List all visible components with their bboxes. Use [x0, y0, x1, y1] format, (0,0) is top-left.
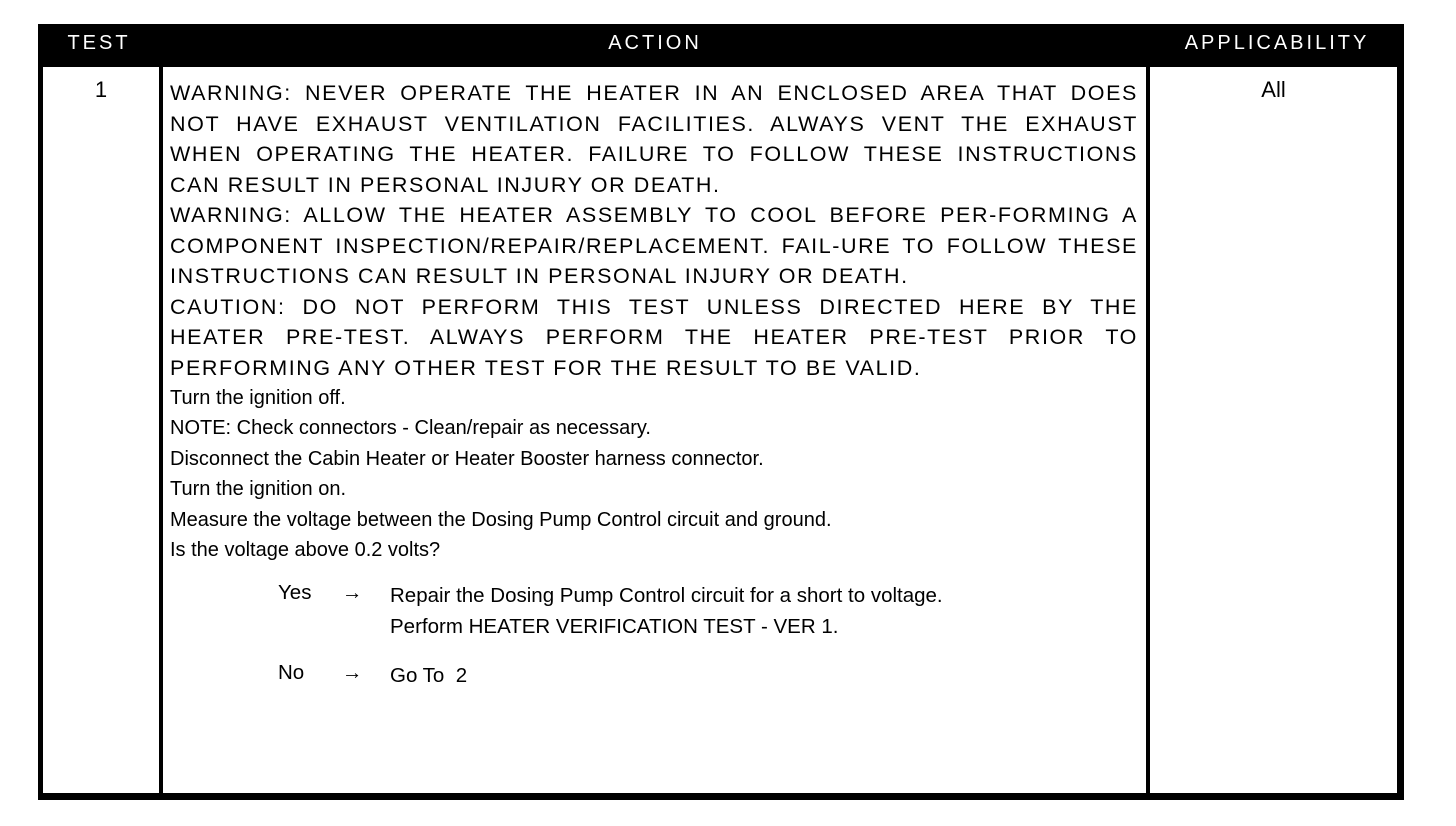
branch-yes	[170, 581, 1146, 643]
no-action-text: Go To 2	[390, 664, 468, 688]
yes-label: Yes	[278, 581, 312, 605]
header-applicability: APPLICABILITY	[1184, 32, 1370, 54]
yes-arrow-icon: →	[342, 581, 363, 605]
warning-exhaust: WARNING: NEVER OPERATE THE HEATER IN AN ENCLOSED AREA THAT DOES NOT HAVE EXHAUST VENTILATION FACILITIES. ALWAYS VENT THE EXHAUST WHEN OPERATING THE HEATER. FAILURE TO FOLLOW THESE INSTRUCTIONS CAN RESULT IN PERSONAL INJURY OR DEATH.	[170, 81, 1138, 197]
step-ignition-off: Turn the ignition off.	[170, 387, 346, 409]
diagnostic-table	[38, 24, 1404, 800]
header-action: ACTION	[608, 32, 702, 54]
yes-line-2: Perform HEATER VERIFICATION TEST - VER 1.	[390, 614, 839, 638]
yes-line-1: Repair the Dosing Pump Control circuit for a short to voltage.	[390, 584, 943, 608]
warning-cool-down: WARNING: ALLOW THE HEATER ASSEMBLY TO COOL BEFORE PER-FORMING A COMPONENT INSPECTION/REPAIR/REPLACEMENT. FAIL-URE TO FOLLOW THESE INSTRUCTIONS CAN RESULT IN PERSONAL INJURY OR DEATH.	[170, 203, 1138, 288]
step-disconnect-harness: Disconnect the Cabin Heater or Heater Booster harness connector.	[170, 447, 764, 470]
no-arrow-icon: →	[342, 661, 363, 685]
branch-no	[170, 661, 1146, 691]
step-note-connectors: NOTE: Check connectors - Clean/repair as necessary.	[170, 417, 651, 440]
caution-pre-test: CAUTION: DO NOT PERFORM THIS TEST UNLESS DIRECTED HERE BY THE HEATER PRE-TEST. ALWAYS PERFORM THE HEATER PRE-TEST PRIOR TO PERFORMING ANY OTHER TEST FOR THE RESULT TO BE VALID.	[170, 294, 1138, 380]
test-number: 1	[94, 77, 108, 102]
step-ignition-on: Turn the ignition on.	[170, 478, 347, 501]
yes-action-text	[390, 581, 943, 642]
header-test: TEST	[67, 32, 131, 54]
step-measure-voltage: Measure the voltage between the Dosing Pump Control circuit and ground.	[170, 508, 832, 531]
action-cell	[163, 67, 1146, 793]
no-label: No	[278, 661, 305, 685]
test-number-cell	[43, 67, 159, 793]
applicability-cell	[1150, 67, 1397, 793]
applicability-value: All	[1261, 77, 1286, 102]
table-header	[38, 24, 1404, 64]
safety-notices	[170, 78, 1138, 383]
step-question: Is the voltage above 0.2 volts?	[170, 539, 441, 562]
